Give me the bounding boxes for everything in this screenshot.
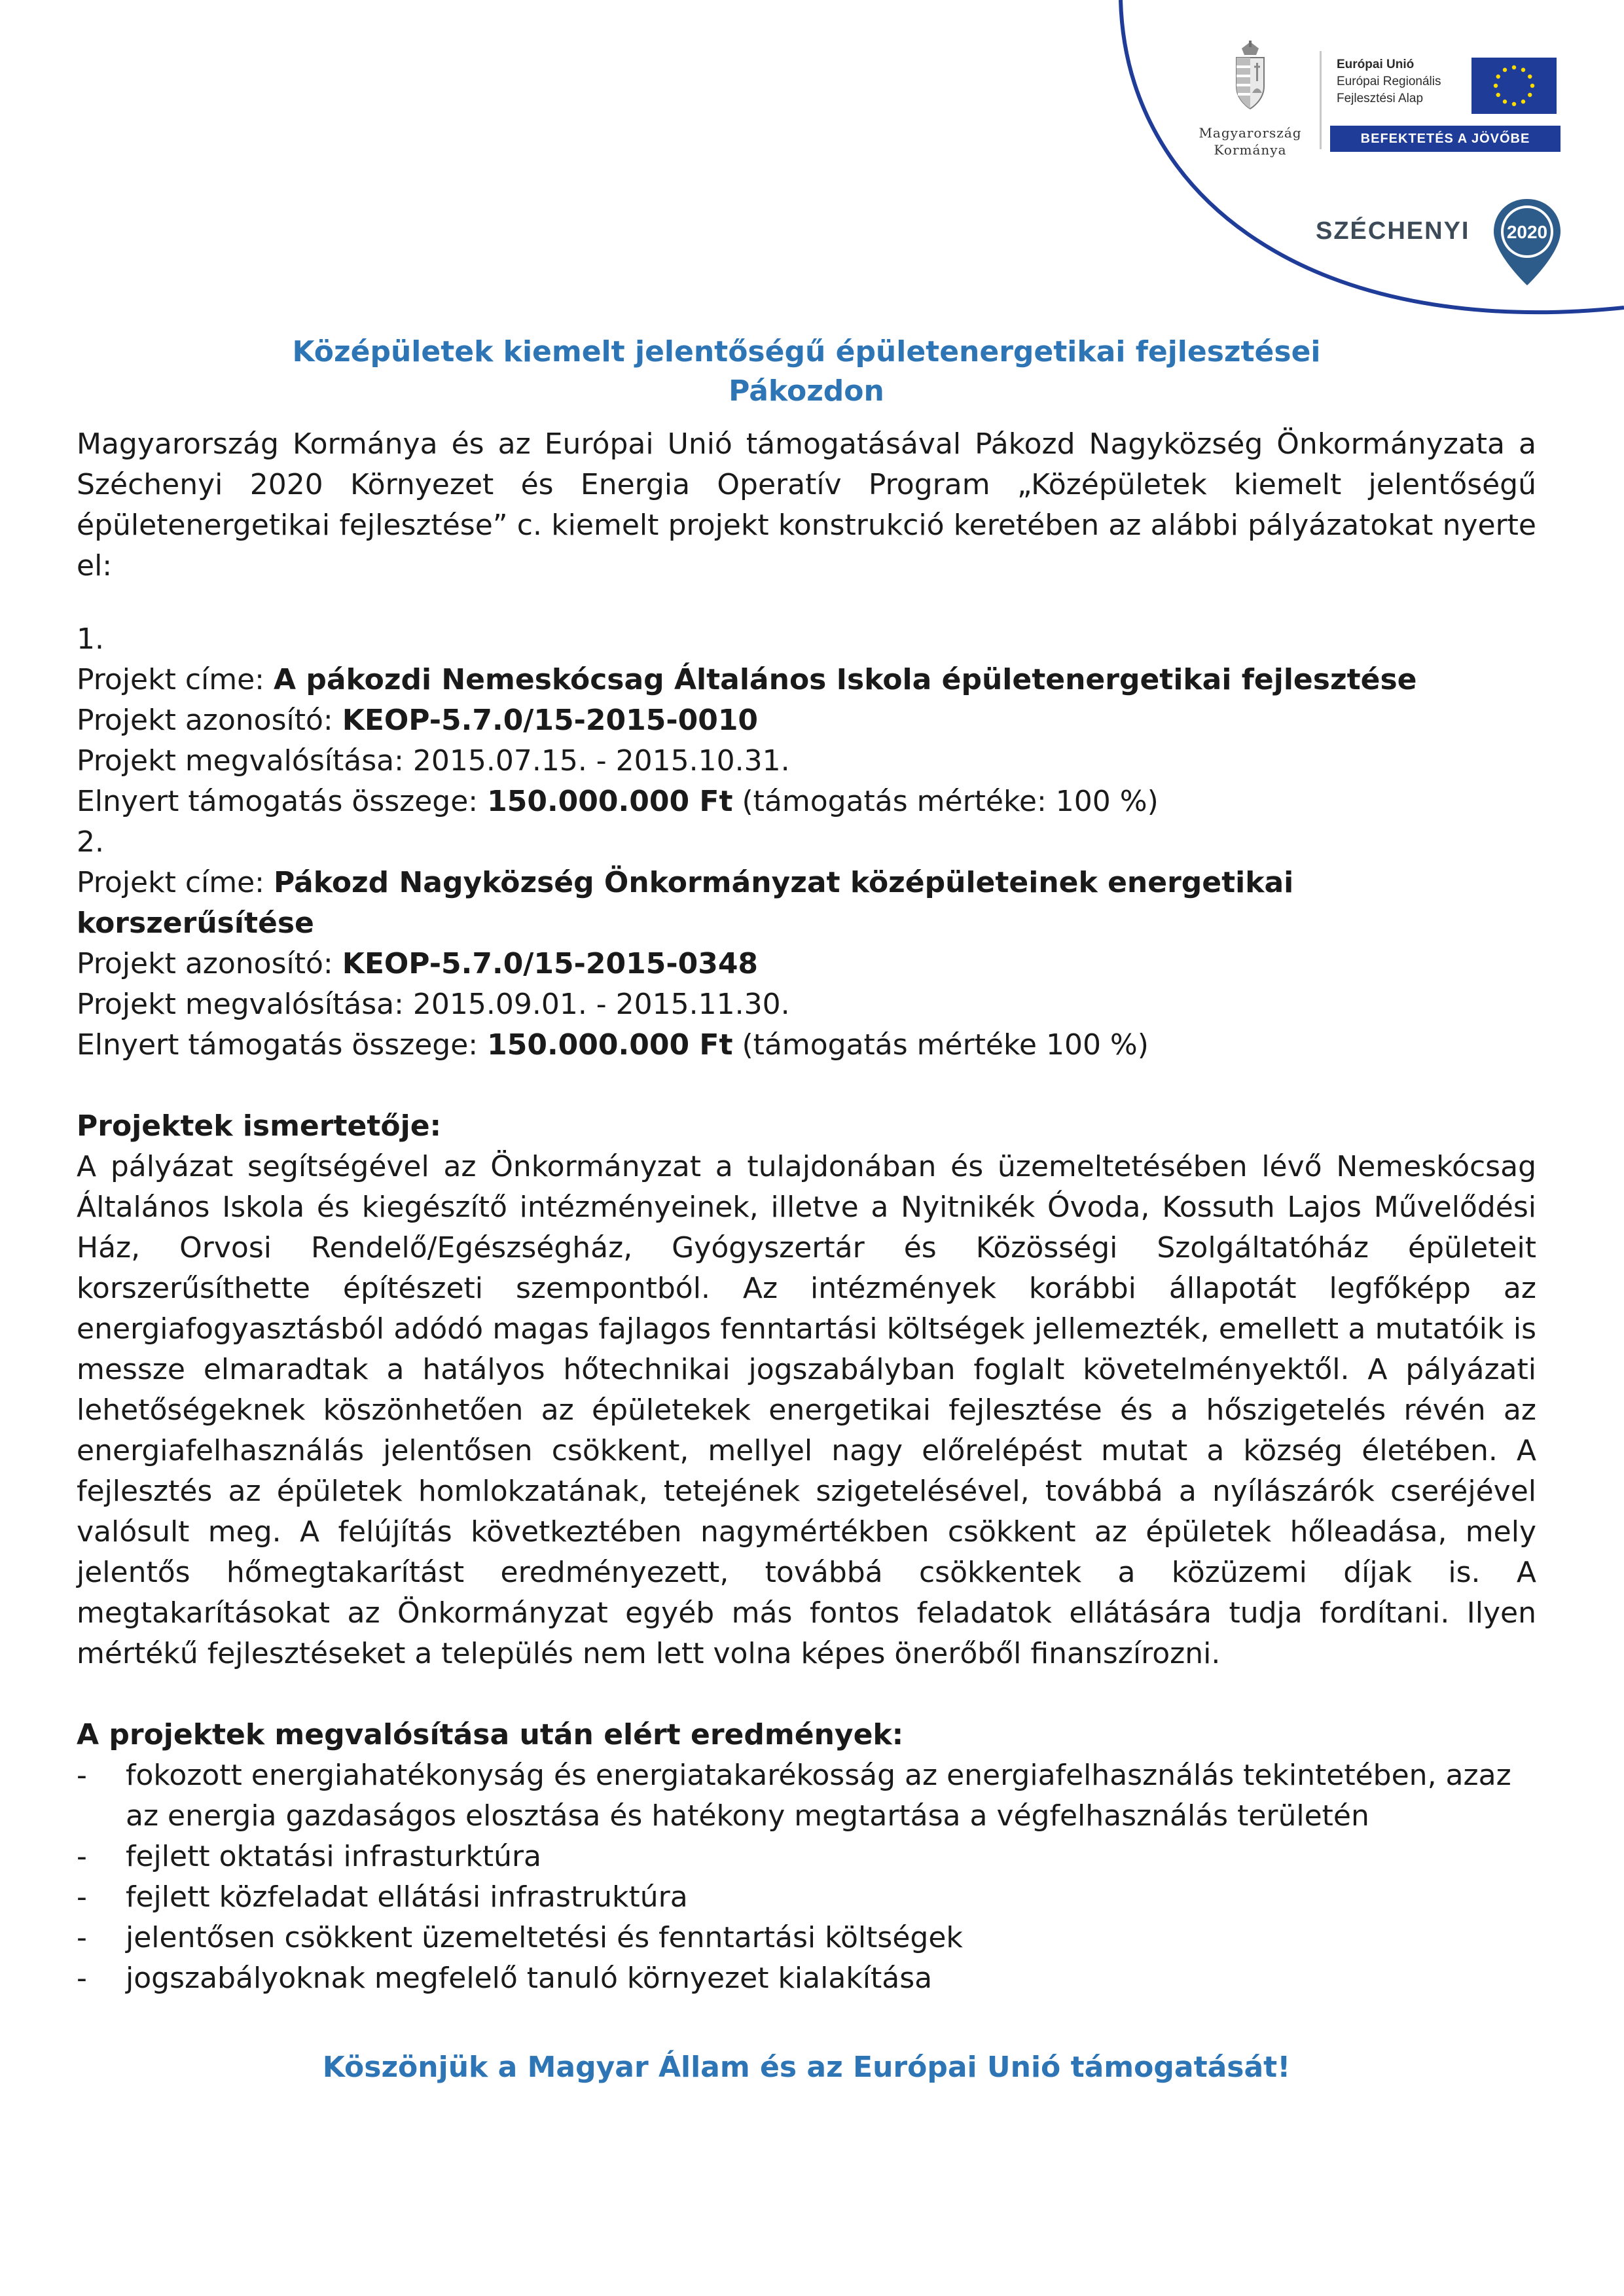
project-id-line bbox=[77, 700, 1536, 741]
project-title-line bbox=[77, 660, 1536, 700]
szechenyi-label: SZÉCHENYI bbox=[1316, 217, 1470, 245]
eu-star bbox=[1521, 68, 1525, 72]
project-2 bbox=[77, 822, 1536, 1066]
list-item bbox=[77, 1877, 1536, 1918]
eu-star bbox=[1494, 84, 1498, 88]
government-line2: Kormánya bbox=[1214, 142, 1287, 158]
eu-star bbox=[1521, 99, 1525, 103]
project-amount-line bbox=[77, 781, 1536, 822]
eu-star bbox=[1530, 84, 1534, 88]
result-text: fejlett oktatási infrasturktúra bbox=[126, 1840, 542, 1873]
government-line1: Magyarország bbox=[1199, 125, 1302, 141]
project-period: 2015.07.15. - 2015.10.31. bbox=[412, 744, 790, 778]
location-pin-icon bbox=[1491, 196, 1563, 288]
project-title: Pákozd Nagyközség Önkormányzat középületeinek energetikai korszerűsítése bbox=[77, 866, 1294, 940]
eu-star bbox=[1496, 93, 1500, 97]
eu-star bbox=[1528, 93, 1532, 97]
results-heading: A projektek megvalósítása után elért eredmények: bbox=[77, 1718, 904, 1751]
result-text: jelentősen csökkent üzemeltetési és fenntartási költségek bbox=[126, 1921, 963, 1954]
project-number: 2. bbox=[77, 825, 104, 859]
project-id-line bbox=[77, 944, 1536, 984]
project-title: A pákozdi Nemeskócsag Általános Iskola épületenergetikai fejlesztése bbox=[273, 663, 1417, 696]
project-period-line bbox=[77, 984, 1536, 1025]
eu-star bbox=[1503, 68, 1507, 72]
list-item bbox=[77, 1837, 1536, 1877]
list-item bbox=[77, 1755, 1536, 1837]
project-title-label: Projekt címe: bbox=[77, 663, 274, 696]
closing-thanks: Köszönjük a Magyar Állam és az Európai Unió támogatását! bbox=[322, 2051, 1291, 2084]
result-text: fejlett közfeladat ellátási infrastruktúra bbox=[126, 1880, 688, 1914]
result-text: fokozott energiahatékonyság és energiatakarékosság az energiafelhasználás tekintetében, azaz az energia gazdaságos elosztása és hatékony megtartása a végfelhasználás területén bbox=[126, 1759, 1511, 1833]
project-amount: 150.000.000 Ft bbox=[487, 1028, 733, 1062]
project-title-line bbox=[77, 863, 1536, 944]
eu-flag-icon bbox=[1471, 58, 1557, 114]
result-text: jogszabályoknak megfelelő tanuló környezet kialakítása bbox=[126, 1962, 933, 1995]
bullet-dash: - bbox=[77, 1759, 87, 1792]
logo-divider bbox=[1320, 51, 1322, 149]
project-id-label: Projekt azonosító: bbox=[77, 704, 342, 737]
document-title bbox=[77, 332, 1536, 411]
description-paragraph: A pályázat segítségével az Önkormányzat a tulajdonában és üzemeltetésében lévő Nemeskócsag Általános Iskola és kiegészítő intézményeinek, illetve a Nyitnikék Óvoda, Kossuth Lajos Művelődési Ház, Orvosi Rendelő/Egészségház, Gyógyszertár és Közösségi Szolgáltatóház épületeit korszerűsíthette építészeti szempontból. Az intézmények korábbi állapotát legfőképp az energiafogyasztásból adódó magas fajlagos fenntartási költségek jellemezték, emellett a mutatóik is messze elmaradtak a hatályos hőtechnikai jogszabályban foglalt követelményektől. A pályázati lehetőségeknek köszönhetően az épületekek energetikai fejlesztése és a hőszigetelés révén az energiafelhasználás jelentősen csökkent, mellyel nagy előrelépést mutat a község életében. A fejlesztés az épületek homlokzatának, tetejének szigetelésével, továbbá a nyílászárók cseréjével valósult meg. A felújítás következtében nagymértékben csökkent az épületek hőleadása, mely jelentős hőmegtakarítást eredményezett, továbbá csökkentek a közüzemi díjak is. A megtakarításokat az Önkormányzat egyéb más fontos feladatok ellátására tudja fordítani. Ilyen mértékű fejlesztéseket a település nem lett volna képes önerőből finanszírozni. bbox=[77, 1150, 1536, 1670]
project-number: 1. bbox=[77, 622, 104, 656]
project-title-label: Projekt címe: bbox=[77, 866, 274, 899]
bullet-dash: - bbox=[77, 1921, 87, 1954]
eu-star bbox=[1512, 102, 1516, 106]
project-period-label: Projekt megvalósítása: bbox=[77, 988, 413, 1021]
title-line-2: Pákozdon bbox=[729, 374, 884, 408]
project-rate: (támogatás mértéke: 100 %) bbox=[732, 785, 1159, 818]
document-body bbox=[77, 332, 1536, 2117]
list-item bbox=[77, 1958, 1536, 1999]
coat-of-arms-icon bbox=[1227, 41, 1273, 119]
bullet-dash: - bbox=[77, 1840, 87, 1873]
project-amount-line bbox=[77, 1025, 1536, 1066]
project-period-label: Projekt megvalósítása: bbox=[77, 744, 413, 778]
project-id-label: Projekt azonosító: bbox=[77, 947, 342, 980]
project-amount-label: Elnyert támogatás összege: bbox=[77, 785, 488, 818]
project-id: KEOP-5.7.0/15-2015-0348 bbox=[342, 947, 759, 980]
eu-line3: Fejlesztési Alap bbox=[1337, 92, 1424, 105]
szechenyi-2020-logo bbox=[1316, 196, 1578, 288]
intro-paragraph: Magyarország Kormánya és az Európai Unió támogatásával Pákozd Nagyközség Önkormányzata a Széchenyi 2020 Környezet és Energia Operatív Program „Középületek kiemelt jelentőségű épületenergetikai fejlesztése” c. kiemelt projekt konstrukció keretében az alábbi pályázatokat nyerte el: bbox=[77, 427, 1536, 583]
hungarian-government-logo bbox=[1178, 41, 1322, 158]
eu-star bbox=[1512, 65, 1516, 69]
project-period-line bbox=[77, 741, 1536, 781]
bullet-dash: - bbox=[77, 1880, 87, 1914]
project-1 bbox=[77, 619, 1536, 822]
eu-line2: Európai Regionális bbox=[1337, 75, 1441, 88]
project-id: KEOP-5.7.0/15-2015-0010 bbox=[342, 704, 759, 737]
project-amount: 150.000.000 Ft bbox=[487, 785, 733, 818]
szechenyi-year: 2020 bbox=[1506, 222, 1548, 242]
title-line-1: Középületek kiemelt jelentőségű épületenergetikai fejlesztései bbox=[292, 335, 1321, 368]
project-period: 2015.09.01. - 2015.11.30. bbox=[412, 988, 790, 1021]
eu-star bbox=[1528, 75, 1532, 79]
results-list bbox=[77, 1755, 1536, 1999]
project-list bbox=[77, 619, 1536, 1066]
project-amount-label: Elnyert támogatás összege: bbox=[77, 1028, 488, 1062]
eu-star bbox=[1503, 99, 1507, 103]
description-heading: Projektek ismertetője: bbox=[77, 1109, 442, 1143]
bullet-dash: - bbox=[77, 1962, 87, 1995]
project-rate: (támogatás mértéke 100 %) bbox=[732, 1028, 1149, 1062]
eu-banner: BEFEKTETÉS A JÖVŐBE bbox=[1330, 126, 1561, 152]
eu-line1: Európai Unió bbox=[1337, 58, 1415, 71]
list-item bbox=[77, 1918, 1536, 1958]
eu-star bbox=[1496, 75, 1500, 79]
